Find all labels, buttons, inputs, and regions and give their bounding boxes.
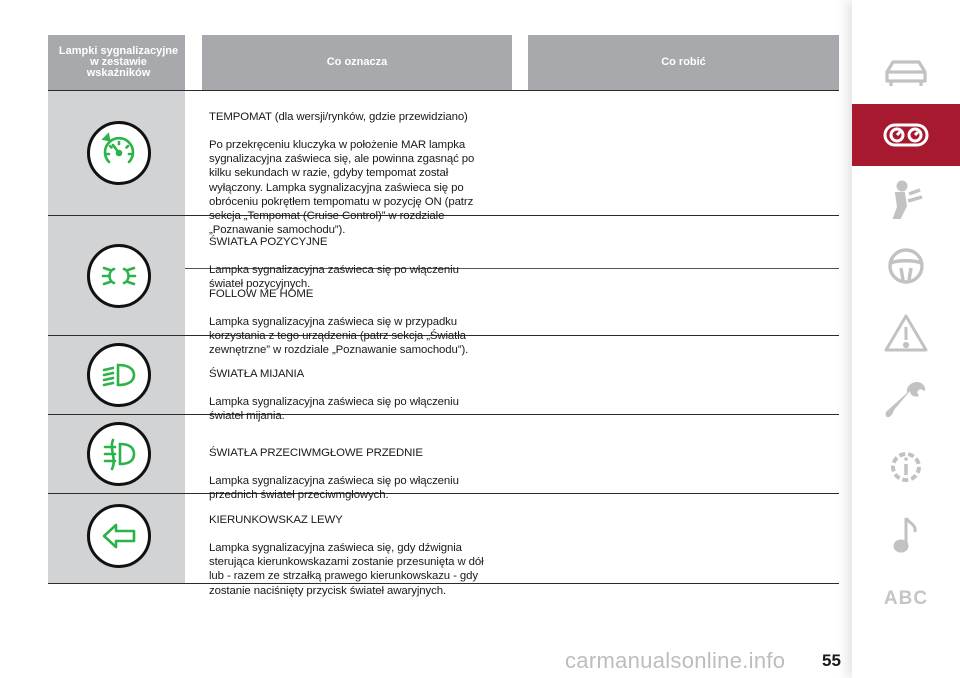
steering-wheel-icon: [882, 246, 930, 286]
dashboard-gauges-icon: [882, 115, 930, 155]
nav-index-label: ABC: [883, 588, 929, 609]
header-meaning-label: Co oznacza: [326, 56, 388, 68]
nav-car[interactable]: [852, 40, 960, 102]
row-title: ŚWIATŁA MIJANIA: [209, 368, 305, 381]
header-meaning: [202, 35, 512, 90]
nav-emergency[interactable]: [852, 302, 960, 364]
row-body: Lampka sygnalizacyjna zaświeca się, gdy dźwignia sterująca kierunkowskazami zostanie przesunięta w dół lub - razem ze strzałką prawego kierunkowskazu - gdy zostanie naciśnięty przycisk świateł awaryjnych.: [209, 542, 484, 597]
row-body: Po przekręceniu kluczyka w położenie MAR lampka sygnalizacyjna zaświeca się, ale powinna zgasnąć po kilku sekundach w razie, gdyby tempomat został wyłączony. Lampka sygnalizacyjna zaświeca się po obróceniu pokrętłem tempomatu w pozycję ON (patrz sekcja „Tempomat (Cruise Control)” w rozdziale „Poznawanie samochodu”).: [209, 139, 475, 236]
header-action: [528, 35, 839, 90]
header-action-label: Co robić: [661, 56, 706, 68]
row-body: Lampka sygnalizacyjna zaświeca się po włączeniu świateł pozycyjnych.: [209, 264, 459, 291]
dipped-beam-icon: [87, 343, 151, 407]
cruise-control-icon: [87, 121, 151, 185]
nav-maintenance[interactable]: [852, 369, 960, 431]
warning-triangle-icon: [882, 313, 930, 353]
nav-multimedia[interactable]: [852, 503, 960, 565]
technical-data-gear-icon: [882, 447, 930, 487]
page-number: 55: [822, 651, 841, 670]
row-title: ŚWIATŁA PRZECIWMGŁOWE PRZEDNIE: [209, 447, 423, 460]
music-note-icon: [882, 514, 930, 554]
row-body: Lampka sygnalizacyjna zaświeca się po włączeniu przednich świateł przeciwmgłowych.: [209, 475, 459, 502]
row-body: Lampka sygnalizacyjna zaświeca się w przypadku korzystania z tego urządzenia (patrz sekcja „Światła zewnętrzne” w rozdziale „Poznawanie samochodu”).: [209, 316, 469, 357]
nav-index[interactable]: [852, 568, 960, 630]
chapter-navigation: [852, 0, 960, 678]
car-icon: [882, 51, 930, 91]
left-turn-signal-icon: [87, 504, 151, 568]
position-lights-icon: [87, 244, 151, 308]
row-title: KIERUNKOWSKAZ LEWY: [209, 514, 343, 527]
watermark: carmanualsonline.info: [565, 648, 786, 673]
nav-safety[interactable]: [852, 169, 960, 231]
nav-driving[interactable]: [852, 235, 960, 297]
nav-technical-data[interactable]: [852, 436, 960, 498]
header-warning-lights-label: Lampki sygnalizacyjne w zestawie wskaźników: [58, 45, 179, 79]
left-turn-description: [209, 499, 509, 612]
seat-safety-icon: [882, 180, 930, 220]
header-warning-lights: [48, 35, 185, 90]
row-title: ŚWIATŁA POZYCYJNE: [209, 236, 328, 249]
dipped-beam-description: [209, 353, 509, 438]
front-fog-lights-icon: [87, 422, 151, 486]
row-body: Lampka sygnalizacyjna zaświeca się po włączeniu świateł mijania.: [209, 396, 459, 423]
wrench-icon: [882, 380, 930, 420]
row-title: FOLLOW ME HOME: [209, 288, 314, 301]
row-divider: [48, 90, 839, 91]
nav-dashboard[interactable]: [852, 104, 960, 166]
row-title: TEMPOMAT (dla wersji/rynków, gdzie przewidziano): [209, 111, 468, 124]
